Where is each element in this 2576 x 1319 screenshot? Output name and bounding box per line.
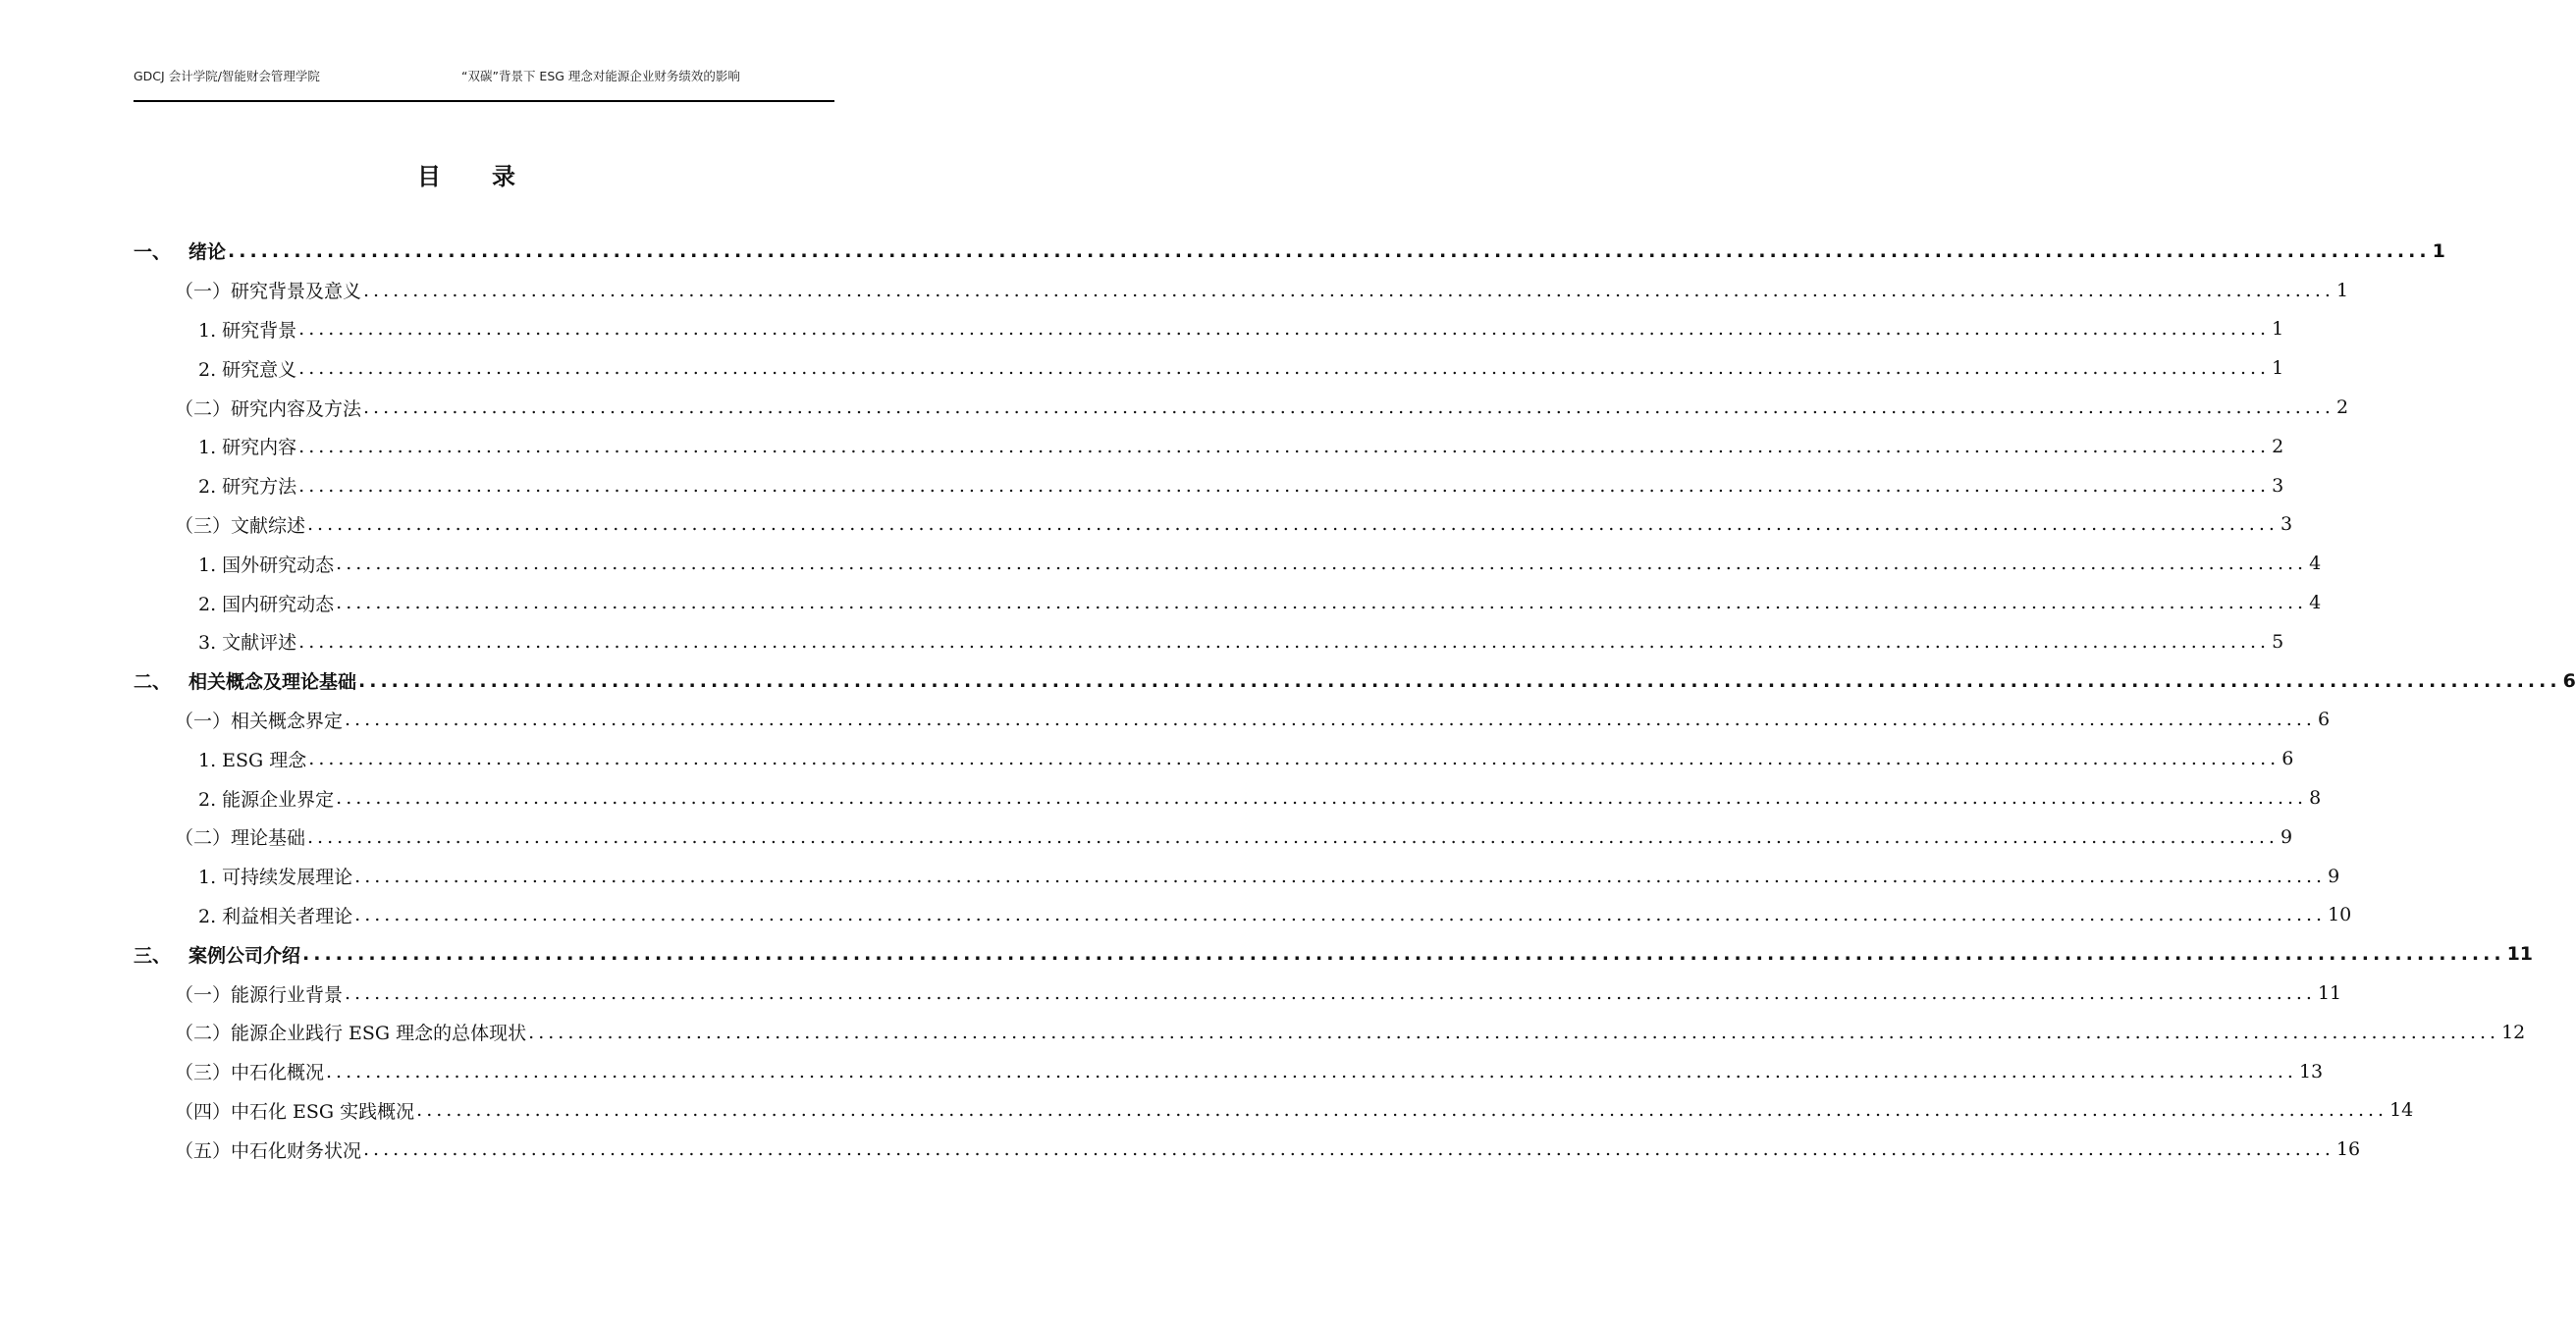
toc-chapter-number: 一、	[134, 241, 172, 264]
toc-dot-leader: ........................................................................................................................................................................................................	[345, 709, 2316, 731]
toc-page-number: 11	[2506, 943, 2534, 966]
toc-dot-leader: ........................................................................................................................................................................................................	[298, 435, 2271, 457]
toc-entry-text: 2. 国内研究动态	[198, 593, 335, 615]
toc-dot-leader: ........................................................................................................................................................................................................	[298, 357, 2271, 380]
toc-dot-leader: ........................................................................................................................................................................................................	[298, 318, 2271, 341]
page-header	[134, 65, 834, 102]
toc-dot-leader: ........................................................................................................................................................................................................	[345, 982, 2316, 1005]
toc-entry[interactable]	[134, 857, 2340, 896]
toc-entry-label	[175, 1019, 526, 1045]
toc-entry[interactable]	[134, 622, 2284, 661]
toc-dot-leader: ........................................................................................................................................................................................................	[307, 513, 2279, 536]
toc-page-number: 2	[2335, 396, 2349, 419]
toc-entry-text: （三）文献综述	[175, 514, 306, 537]
toc-dot-leader: ........................................................................................................................................................................................................	[363, 1138, 2334, 1161]
header-right-text: “双碳”背景下 ESG 理念对能源企业财务绩效的影响	[461, 69, 740, 83]
toc-dot-leader: ........................................................................................................................................................................................................	[354, 865, 2327, 887]
toc-page-number: 13	[2298, 1060, 2324, 1082]
toc-dot-leader: ........................................................................................................................................................................................................	[363, 279, 2334, 301]
toc-dot-leader: ........................................................................................................................................................................................................	[336, 787, 2308, 810]
toc-entry-label	[198, 433, 296, 459]
toc-entry-text: 1. 研究内容	[198, 437, 297, 459]
toc-entry[interactable]	[134, 388, 2349, 427]
toc-dot-leader: ........................................................................................................................................................................................................	[416, 1099, 2388, 1122]
toc-entry[interactable]	[134, 818, 2293, 857]
toc-entry[interactable]	[134, 232, 2445, 271]
toc-dot-leader: ........................................................................................................................................................................................................	[307, 825, 2279, 848]
toc-dot-leader: ........................................................................................................................................................................................................	[228, 239, 2431, 262]
toc-entry-text: 2. 利益相关者理论	[198, 905, 353, 927]
toc-page-number: 4	[2309, 553, 2322, 575]
toc-entry-text: （一）相关概念界定	[175, 710, 344, 732]
toc-entry-text: 绪论	[188, 241, 227, 264]
toc-dot-leader: ........................................................................................................................................................................................................	[302, 943, 2505, 966]
toc-entry[interactable]	[134, 310, 2284, 349]
toc-entry-label	[175, 1136, 361, 1163]
toc-entry-text: （二）能源企业践行 ESG 理念的总体现状	[175, 1023, 527, 1045]
toc-entry-label	[198, 590, 334, 616]
toc-entry[interactable]	[134, 974, 2342, 1013]
toc-entry-label	[198, 472, 296, 499]
toc-page-number: 16	[2335, 1138, 2361, 1161]
toc-page-number: 1	[2335, 279, 2349, 301]
toc-entry-label	[175, 1097, 414, 1124]
toc-entry-text: 相关概念及理论基础	[188, 671, 357, 694]
toc-page-number: 11	[2317, 982, 2342, 1005]
toc-page-number: 6	[2281, 748, 2294, 770]
toc-entry-text: 1. 研究背景	[198, 319, 297, 342]
toc-entry-label	[198, 551, 334, 577]
toc-dot-leader: ........................................................................................................................................................................................................	[298, 630, 2271, 653]
toc-entry-label	[175, 980, 343, 1007]
toc-dot-leader: ........................................................................................................................................................................................................	[308, 748, 2281, 770]
toc-entry-label	[134, 667, 356, 694]
toc-entry-label	[175, 277, 361, 303]
toc-entry[interactable]	[134, 348, 2284, 388]
toc-entry-label	[175, 395, 361, 421]
toc-page-number: 9	[2328, 865, 2340, 887]
toc-entry-text: （二）理论基础	[175, 827, 306, 850]
toc-chapter-number: 三、	[134, 944, 172, 967]
toc-entry[interactable]	[134, 778, 2322, 818]
toc-page-number: 1	[2432, 239, 2445, 262]
toc-entry-text: （一）能源行业背景	[175, 983, 344, 1006]
toc-page-number: 3	[2280, 513, 2293, 536]
toc-entry-text: 2. 研究方法	[198, 476, 297, 499]
toc-entry-text: （一）研究背景及意义	[175, 281, 362, 303]
toc-title: 目 录	[417, 163, 529, 190]
toc-entry-text: 1. 国外研究动态	[198, 554, 335, 576]
toc-page-number: 8	[2309, 787, 2322, 810]
toc-dot-leader: ........................................................................................................................................................................................................	[363, 396, 2334, 419]
toc-entry[interactable]	[134, 505, 2293, 545]
toc-entry-label	[198, 863, 352, 889]
toc-entry-label	[134, 941, 300, 968]
toc-entry-label	[175, 823, 305, 850]
toc-dot-leader: ........................................................................................................................................................................................................	[336, 553, 2308, 575]
table-of-contents	[134, 232, 2576, 1169]
toc-entry-label	[198, 902, 352, 928]
toc-entry-label	[175, 707, 343, 733]
toc-page-number: 5	[2272, 630, 2284, 653]
toc-dot-leader: ........................................................................................................................................................................................................	[358, 669, 2561, 692]
toc-page-number: 3	[2272, 474, 2284, 497]
toc-entry[interactable]	[134, 1130, 2361, 1169]
toc-chapter-number: 二、	[134, 671, 172, 694]
toc-entry-label	[134, 237, 226, 264]
toc-entry-label	[198, 316, 296, 343]
toc-dot-leader: ........................................................................................................................................................................................................	[528, 1021, 2500, 1043]
toc-dot-leader: ........................................................................................................................................................................................................	[336, 592, 2308, 614]
toc-entry[interactable]	[134, 1013, 2526, 1052]
toc-entry[interactable]	[134, 271, 2349, 310]
toc-entry-text: 2. 研究意义	[198, 358, 297, 381]
toc-entry[interactable]	[134, 934, 2534, 974]
toc-page-number: 10	[2328, 904, 2352, 926]
toc-page-number: 1	[2272, 357, 2284, 380]
header-left-text: GDCJ 会计学院/智能财会管理学院	[134, 69, 320, 83]
toc-entry-text: 1. 可持续发展理论	[198, 867, 353, 889]
toc-entry-text: （五）中石化财务状况	[175, 1139, 362, 1162]
toc-entry[interactable]	[134, 739, 2294, 778]
toc-entry-text: （二）研究内容及方法	[175, 397, 362, 420]
toc-entry-text: 案例公司介绍	[188, 944, 301, 967]
toc-entry-text: （四）中石化 ESG 实践概况	[175, 1100, 415, 1123]
toc-page-number: 6	[2317, 709, 2331, 731]
toc-entry[interactable]	[134, 1052, 2324, 1091]
toc-dot-leader: ........................................................................................................................................................................................................	[298, 474, 2271, 497]
toc-entry[interactable]	[134, 701, 2331, 740]
toc-page-number: 12	[2501, 1021, 2526, 1043]
toc-entry-text: 1. ESG 理念	[198, 749, 307, 771]
toc-entry-label	[175, 1058, 324, 1084]
toc-entry[interactable]	[134, 1091, 2414, 1131]
toc-entry-label	[198, 628, 296, 655]
toc-entry-text: （三）中石化概况	[175, 1062, 325, 1084]
toc-entry[interactable]	[134, 896, 2352, 935]
toc-entry[interactable]	[134, 466, 2284, 505]
toc-page-number: 9	[2280, 825, 2293, 848]
toc-entry[interactable]	[134, 544, 2322, 583]
toc-entry-text: 3. 文献评述	[198, 632, 297, 655]
toc-page-number: 4	[2309, 592, 2322, 614]
toc-entry-label	[198, 785, 334, 812]
toc-entry[interactable]	[134, 661, 2576, 701]
toc-page-number: 14	[2389, 1099, 2414, 1122]
toc-entry-label	[198, 355, 296, 382]
toc-dot-leader: ........................................................................................................................................................................................................	[354, 904, 2327, 926]
toc-page-number: 1	[2272, 318, 2284, 341]
toc-dot-leader: ........................................................................................................................................................................................................	[326, 1060, 2297, 1082]
toc-page-number: 6	[2562, 669, 2576, 692]
toc-entry-text: 2. 能源企业界定	[198, 788, 335, 811]
toc-entry[interactable]	[134, 427, 2284, 466]
toc-entry[interactable]	[134, 583, 2322, 622]
toc-entry-label	[175, 511, 305, 538]
toc-entry-label	[198, 746, 306, 772]
toc-page-number: 2	[2272, 435, 2284, 457]
